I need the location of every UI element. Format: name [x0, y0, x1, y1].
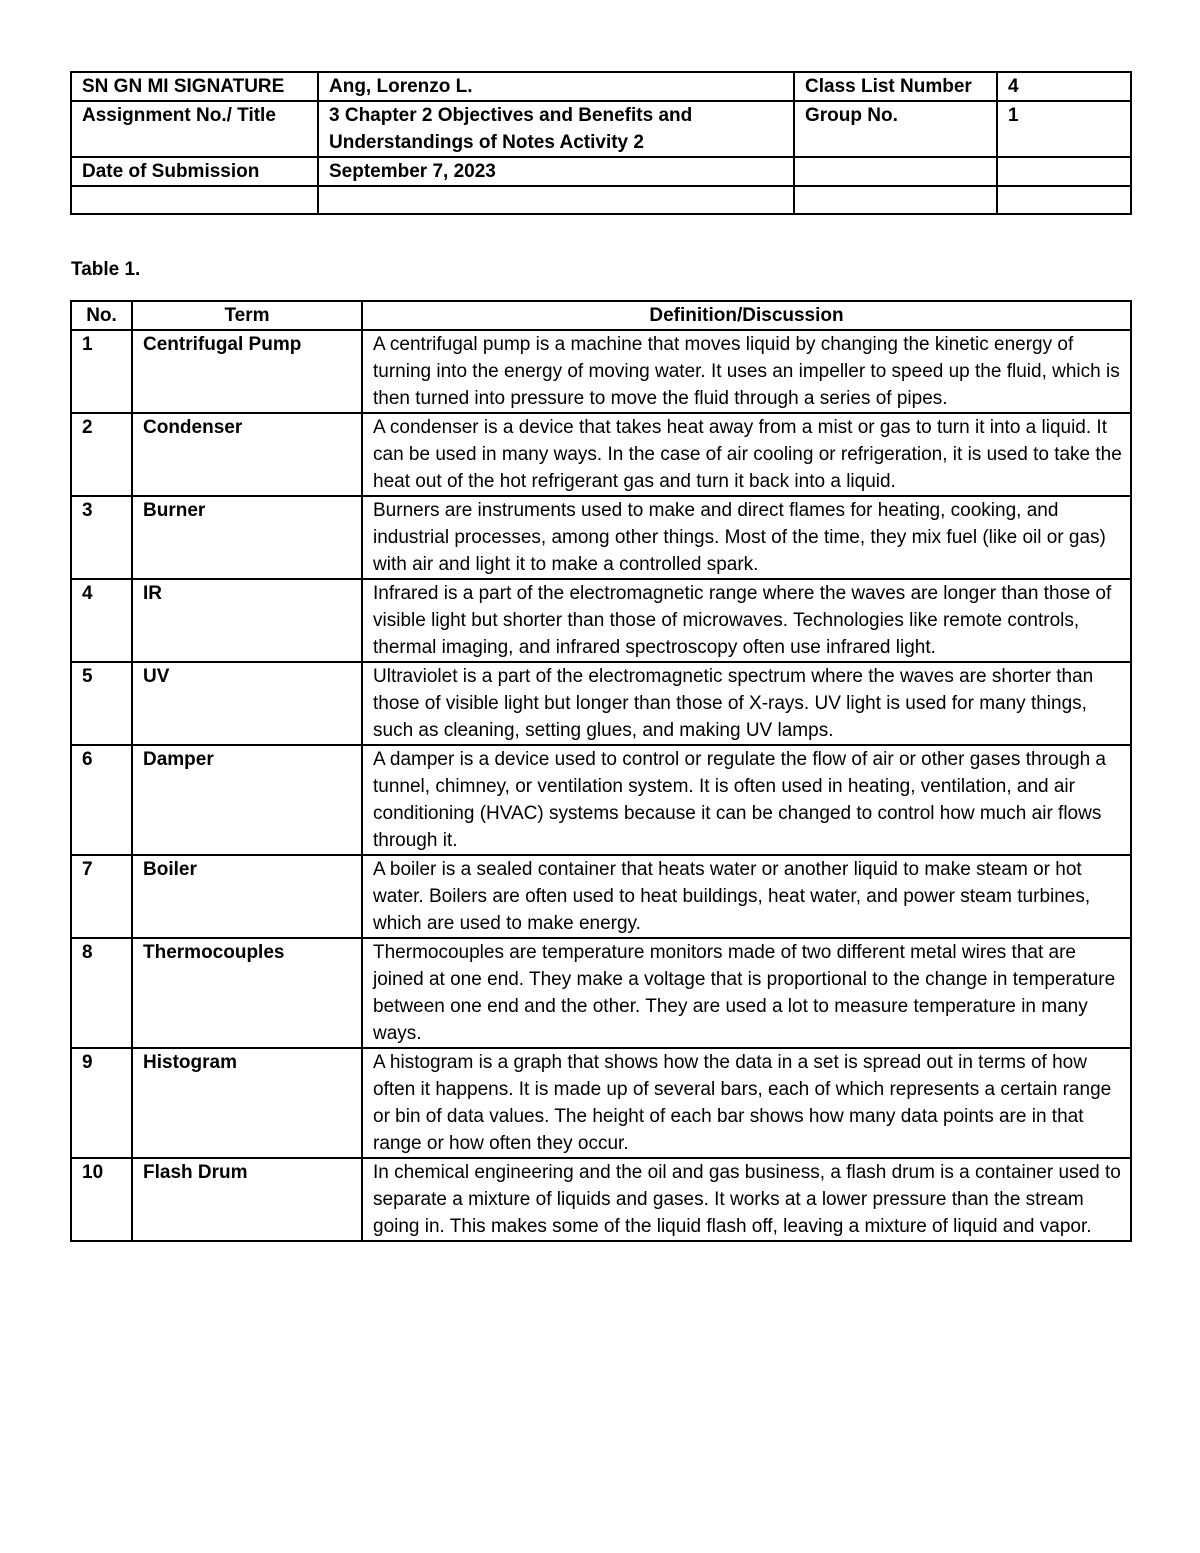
term-name: UV [132, 662, 362, 745]
class-list-number-value: 4 [997, 72, 1131, 101]
table-row [71, 745, 1131, 855]
term-name: Histogram [132, 1048, 362, 1158]
term-name: Burner [132, 496, 362, 579]
submission-date-value: September 7, 2023 [318, 157, 794, 186]
table-row [71, 855, 1131, 938]
signature-row [71, 72, 1131, 101]
term-name: IR [132, 579, 362, 662]
term-definition: Thermocouples are temperature monitors made of two different metal wires that are joined at one end. They make a voltage that is proportional to the change in temperature between one end and the other. They are used a lot to measure temperature in many ways. [362, 938, 1131, 1048]
table-row [71, 938, 1131, 1048]
table-caption: Table 1. [71, 259, 141, 280]
term-definition: In chemical engineering and the oil and gas business, a flash drum is a container used to separate a mixture of liquids and gases. It works at a lower pressure than the stream going in. This makes some of the liquid flash off, leaving a mixture of liquid and vapor. [362, 1158, 1131, 1241]
column-header-definition: Definition/Discussion [362, 301, 1131, 330]
table-row [71, 1048, 1131, 1158]
row-number: 3 [71, 496, 132, 579]
term-name: Centrifugal Pump [132, 330, 362, 413]
table-row [71, 330, 1131, 413]
table-row [71, 496, 1131, 579]
signature-label: SN GN MI SIGNATURE [71, 72, 318, 101]
empty-cell [71, 186, 318, 214]
row-number: 2 [71, 413, 132, 496]
group-number-label: Group No. [794, 101, 997, 157]
empty-cell [997, 157, 1131, 186]
row-number: 8 [71, 938, 132, 1048]
blank-row [71, 186, 1131, 214]
submission-date-row [71, 157, 1131, 186]
term-definition: Infrared is a part of the electromagnetic range where the waves are longer than those of visible light but shorter than those of microwaves. Technologies like remote controls, thermal imaging, and infrared spectroscopy often use infrared light. [362, 579, 1131, 662]
row-number: 1 [71, 330, 132, 413]
group-number-value: 1 [997, 101, 1131, 157]
table-row [71, 413, 1131, 496]
term-name: Flash Drum [132, 1158, 362, 1241]
assignment-row [71, 101, 1131, 157]
table-row [71, 579, 1131, 662]
student-name: Ang, Lorenzo L. [318, 72, 794, 101]
class-list-number-label: Class List Number [794, 72, 997, 101]
column-header-no: No. [71, 301, 132, 330]
terms-table [70, 300, 1132, 1242]
assignment-label: Assignment No./ Title [71, 101, 318, 157]
empty-cell [318, 186, 794, 214]
term-definition: Burners are instruments used to make and direct flames for heating, cooking, and industrial processes, among other things. Most of the time, they mix fuel (like oil or gas) with air and light it to make a controlled spark. [362, 496, 1131, 579]
submission-date-label: Date of Submission [71, 157, 318, 186]
row-number: 7 [71, 855, 132, 938]
term-name: Damper [132, 745, 362, 855]
term-definition: Ultraviolet is a part of the electromagnetic spectrum where the waves are shorter than those of visible light but longer than those of X-rays. UV light is used for many things, such as cleaning, setting glues, and making UV lamps. [362, 662, 1131, 745]
empty-cell [794, 186, 997, 214]
term-definition: A damper is a device used to control or regulate the flow of air or other gases through a tunnel, chimney, or ventilation system. It is often used in heating, ventilation, and air conditioning (HVAC) systems because it can be changed to control how much air flows through it. [362, 745, 1131, 855]
column-header-term: Term [132, 301, 362, 330]
row-number: 6 [71, 745, 132, 855]
submission-info-table [70, 71, 1132, 215]
empty-cell [794, 157, 997, 186]
term-name: Condenser [132, 413, 362, 496]
term-definition: A centrifugal pump is a machine that moves liquid by changing the kinetic energy of turning into the energy of moving water. It uses an impeller to speed up the fluid, which is then turned into pressure to move the fluid through a series of pipes. [362, 330, 1131, 413]
term-name: Boiler [132, 855, 362, 938]
term-name: Thermocouples [132, 938, 362, 1048]
row-number: 9 [71, 1048, 132, 1158]
table-row [71, 1158, 1131, 1241]
term-definition: A histogram is a graph that shows how the data in a set is spread out in terms of how often it happens. It is made up of several bars, each of which represents a certain range or bin of data values. The height of each bar shows how many data points are in that range or how often they occur. [362, 1048, 1131, 1158]
term-definition: A condenser is a device that takes heat away from a mist or gas to turn it into a liquid. It can be used in many ways. In the case of air cooling or refrigeration, it is used to take the heat out of the hot refrigerant gas and turn it back into a liquid. [362, 413, 1131, 496]
term-definition: A boiler is a sealed container that heats water or another liquid to make steam or hot water. Boilers are often used to heat buildings, heat water, and power steam turbines, which are used to make energy. [362, 855, 1131, 938]
table-row [71, 662, 1131, 745]
row-number: 10 [71, 1158, 132, 1241]
row-number: 4 [71, 579, 132, 662]
assignment-title: 3 Chapter 2 Objectives and Benefits and Understandings of Notes Activity 2 [318, 101, 794, 157]
terms-header-row [71, 301, 1131, 330]
empty-cell [997, 186, 1131, 214]
row-number: 5 [71, 662, 132, 745]
